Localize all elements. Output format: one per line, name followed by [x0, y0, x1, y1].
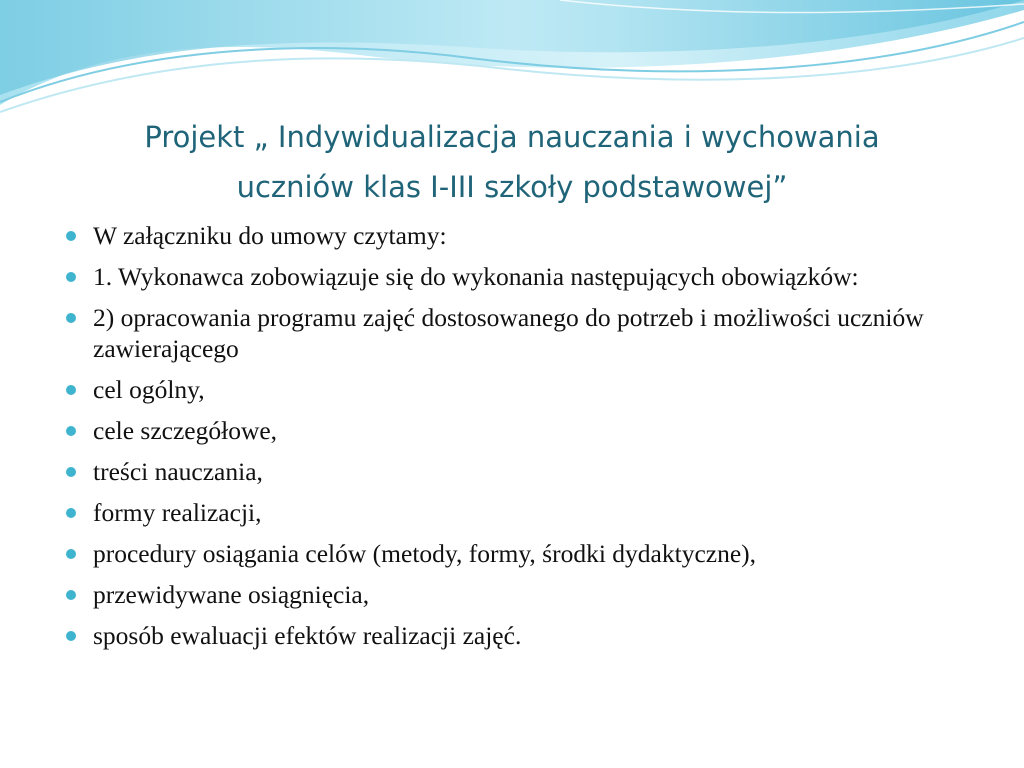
list-item	[62, 579, 982, 610]
list-item-text: procedury osiągania celów (metody, formy, środki dydaktyczne),	[93, 539, 757, 568]
bullet-dot-icon	[66, 549, 76, 559]
list-item-text: przewidywane osiągnięcia,	[93, 580, 370, 609]
list-item-text: treści nauczania,	[93, 457, 263, 486]
bullet-dot-icon	[66, 467, 76, 477]
list-item	[62, 220, 982, 251]
list-item	[62, 415, 982, 446]
bullet-dot-icon	[66, 272, 76, 282]
title-line-1: Projekt „ Indywidualizacja nauczania i wychowania	[144, 120, 880, 154]
wave-front	[0, 0, 1024, 95]
list-item-text: cele szczegółowe,	[93, 416, 278, 445]
list-item	[62, 497, 982, 528]
bullet-dot-icon	[66, 426, 76, 436]
list-item-text: formy realizacji,	[93, 498, 262, 527]
list-item	[62, 456, 982, 487]
list-item	[62, 261, 982, 292]
list-item	[62, 538, 982, 569]
bullet-dot-icon	[66, 313, 76, 323]
list-item-text: W załączniku do umowy czytamy:	[93, 221, 447, 250]
bullet-dot-icon	[66, 508, 76, 518]
bullet-dot-icon	[66, 231, 76, 241]
decorative-wave-header	[0, 0, 1024, 130]
title-line-2: uczniów klas I-III szkoły podstawowej”	[236, 170, 788, 204]
list-item-text: sposób ewaluacji efektów realizacji zajęć.	[93, 621, 522, 650]
list-item-text: 1. Wykonawca zobowiązuje się do wykonania następujących obowiązków:	[93, 262, 859, 291]
bullet-dot-icon	[66, 631, 76, 641]
list-item	[62, 302, 982, 364]
bullet-dot-icon	[66, 385, 76, 395]
slide-title	[60, 112, 964, 212]
list-item-text: cel ogólny,	[93, 375, 205, 404]
list-item-text: 2) opracowania programu zajęć dostosowanego do potrzeb i możliwości uczniów zawierającego	[93, 303, 924, 363]
bullet-list	[62, 220, 982, 661]
list-item	[62, 620, 982, 651]
bullet-dot-icon	[66, 590, 76, 600]
list-item	[62, 374, 982, 405]
